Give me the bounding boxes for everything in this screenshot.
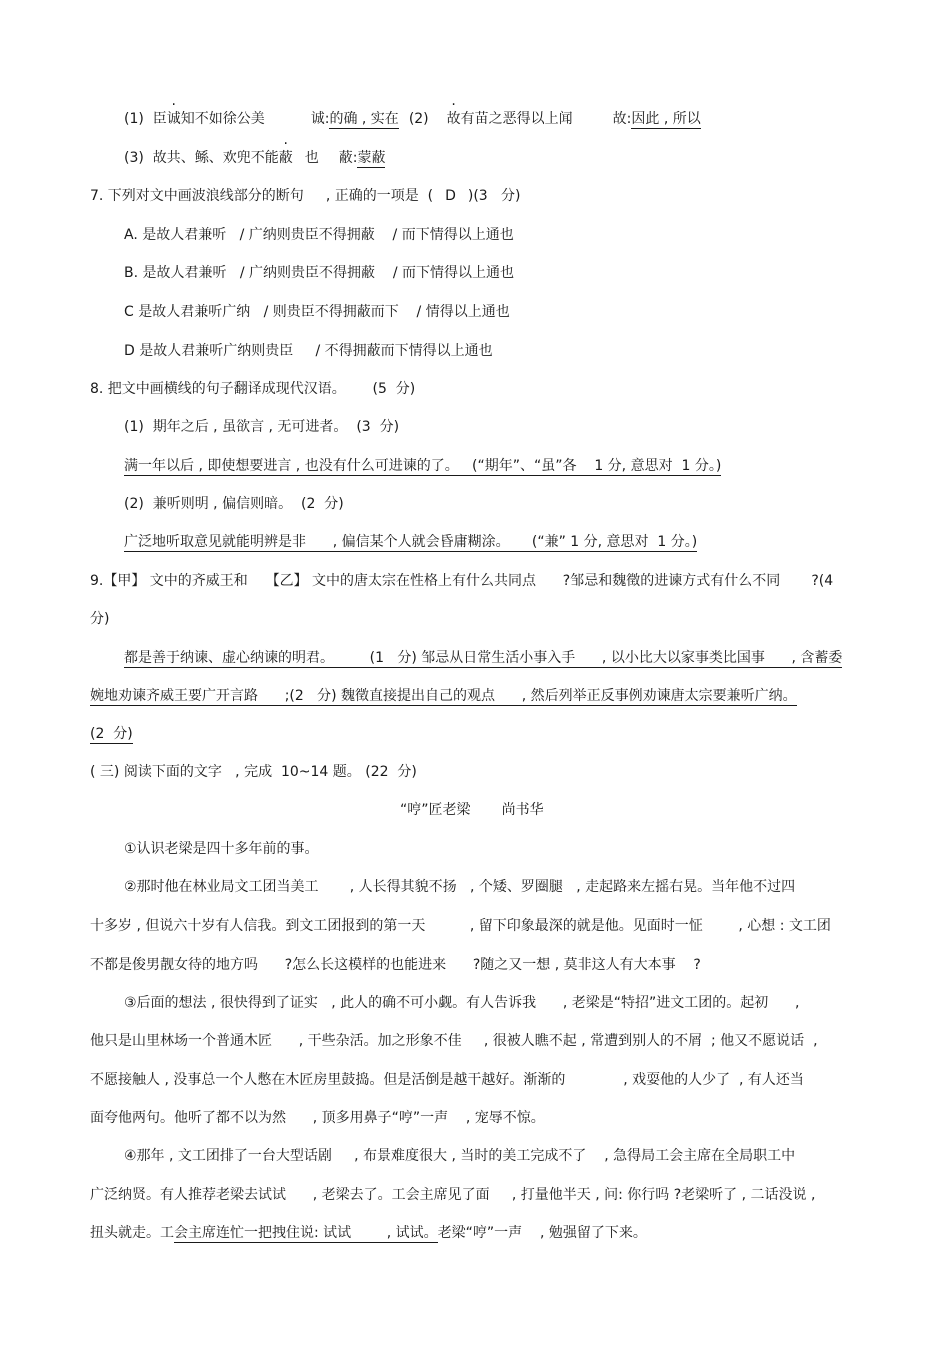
q6-item-1-prefix: (1) 臣 xyxy=(124,111,167,127)
q7-option-b: B. 是故人君兼听 / 广纳则贵臣不得拥蔽 / 而下情得以上通也 xyxy=(124,265,514,281)
q6-item-2-number: (2) xyxy=(408,111,429,127)
q6-item-3-answer: 蒙蔽 xyxy=(357,150,386,166)
q6-item-3-rest: 也 xyxy=(304,150,319,166)
q6-item-2-label: 故: xyxy=(612,111,632,127)
q6-item-1-answer: 的确 , 实在 xyxy=(329,111,399,127)
passage-paragraph-2-line-3: 不都是俊男靓女待的地方吗 ?怎么长这模样的也能进来 ?随之又一想 , 莫非这人有大本事 ? xyxy=(90,957,701,973)
q6-item-2-answer: 因此 , 所以 xyxy=(631,111,701,127)
q7-answer: D xyxy=(445,188,456,204)
q9-answer-line-1 xyxy=(124,648,842,668)
passage-paragraph-3-line-2: 他只是山里林场一个普通木匠 , 干些杂活。加之形象不佳 , 很被人瞧不起 , 常遭到别人的不屑 ; 他又不愿说话 , xyxy=(90,1033,818,1049)
q9-answer-line-2-text: 婉地劝谏齐威王要广开言路 ;(2 分) 魏徵直接提出自己的观点 , 然后列举正反事例劝谏唐太宗要兼听广纳。 xyxy=(90,688,797,704)
passage-paragraph-3-line-3: 不愿接触人 , 没事总一个人憋在木匠房里鼓捣。但是活倒是越干越好。渐渐的 , 戏耍他的人少了 , 有人还当 xyxy=(90,1072,804,1088)
q6-item-1-rest: 知不如徐公美 xyxy=(180,111,265,127)
passage-paragraph-2-line-2: 十多岁 , 但说六十岁有人信我。到文工团报到的第一天 , 留下印象最深的就是他。见面时一怔 , 心想 : 文工团 xyxy=(90,918,831,934)
q9-stem-line-2: 分) xyxy=(90,611,110,627)
q8-answer-2 xyxy=(124,532,697,552)
q7-option-d: D 是故人君兼听广纳则贵臣 / 不得拥蔽而下情得以上通也 xyxy=(124,343,493,359)
q8-answer-1 xyxy=(124,456,721,476)
q9-stem-line-1: 9.【甲】 文中的齐威王和 【乙】 文中的唐太宗在性格上有什么共同点 ?邹忌和魏徵的进谏方式有什么不同 ?(4 xyxy=(90,573,834,589)
passage-title: “哼”匠老梁 尚书华 xyxy=(400,802,544,818)
q6-item-2-keyword: 故 xyxy=(446,111,461,127)
q7-stem-text: 7. 下列对文中画波浪线部分的断句 xyxy=(90,188,304,204)
passage-paragraph-4-line-3-start: 扭头就走。工 xyxy=(90,1225,174,1241)
q6-row-2 xyxy=(124,148,385,168)
q9-answer-line-2 xyxy=(90,686,797,706)
q8-sub-2: (2) 兼听则明 , 偏信则暗。 (2 分) xyxy=(124,496,344,512)
section-3-heading: ( 三) 阅读下面的文字 , 完成 10~14 题。 (22 分) xyxy=(90,764,417,780)
q7-option-c: C 是故人君兼听广纳 / 则贵臣不得拥蔽而下 / 情得以上通也 xyxy=(124,304,510,320)
q9-answer-line-1-text: 都是善于纳谏、虚心纳谏的明君。 (1 分) 邹忌从日常生活小事入手 , 以小比大以家事类比国事 , 含蓄委 xyxy=(124,650,843,666)
q7-stem-text-2: , 正确的一项是 ( xyxy=(325,188,434,204)
q9-answer-line-3 xyxy=(90,724,133,744)
q6-item-3-keyword: 蔽 xyxy=(278,150,293,166)
q6-item-1-keyword: 诚 xyxy=(166,111,181,127)
passage-paragraph-3-line-1: ③后面的想法 , 很快得到了证实 , 此人的确不可小觑。有人告诉我 , 老梁是“特招”进文工团的。起初 , xyxy=(124,995,800,1011)
q7-stem xyxy=(90,186,521,206)
q7-points: )(3 分) xyxy=(467,188,521,204)
q8-answer-2-text: 广泛地听取意见就能明辨是非 , 偏信某个人就会昏庸糊涂。 (“兼” 1 分, 意思对 1 分。) xyxy=(124,534,698,550)
passage-paragraph-4-line-3 xyxy=(90,1223,647,1243)
q9-answer-line-3-text: (2 分) xyxy=(90,726,133,742)
q8-sub-1: (1) 期年之后 , 虽欲言 , 无可进者。 (3 分) xyxy=(124,419,400,435)
q8-answer-1-text: 满一年以后 , 即使想要进言 , 也没有什么可进谏的了。 (“期年”、“虽”各 1 分, 意思对 1 分。) xyxy=(124,458,722,474)
q6-row-1 xyxy=(124,109,701,129)
q6-item-3-label: 蔽: xyxy=(338,150,358,166)
passage-paragraph-2-line-1: ②那时他在林业局文工团当美工 , 人长得其貌不扬 , 个矮、罗圈腿 , 走起路来左摇右晃。当年他不过四 xyxy=(124,879,796,895)
passage-paragraph-4-line-1: ④那年 , 文工团排了一台大型话剧 , 布景难度很大 , 当时的美工完成不了 , 急得局工会主席在全局职工中 xyxy=(124,1148,796,1164)
passage-underlined-sentence: 会主席连忙一把拽住说: 试试 , 试试。 xyxy=(174,1225,438,1241)
q8-stem: 8. 把文中画横线的句子翻译成现代汉语。 (5 分) xyxy=(90,381,416,397)
passage-paragraph-3-line-4: 面夸他两句。他听了都不以为然 , 顶多用鼻子“哼”一声 , 宠辱不惊。 xyxy=(90,1110,545,1126)
passage-paragraph-4-line-2: 广泛纳贤。有人推荐老梁去试试 , 老梁去了。工会主席见了面 , 打量他半天 , 问: 你行吗 ?老梁听了 , 二话没说 , xyxy=(90,1187,816,1203)
passage-paragraph-4-line-3-end: 老梁“哼”一声 , 勉强留了下来。 xyxy=(437,1225,647,1241)
q6-item-2-rest: 有苗之恶得以上闻 xyxy=(460,111,573,127)
q6-item-1-label: 诚: xyxy=(310,111,330,127)
passage-paragraph-1: ①认识老梁是四十多年前的事。 xyxy=(124,841,319,857)
q6-item-3-prefix: (3) 故共、鲧、欢兜不能 xyxy=(124,150,279,166)
q7-option-a: A. 是故人君兼听 / 广纳则贵臣不得拥蔽 / 而下情得以上通也 xyxy=(124,227,514,243)
